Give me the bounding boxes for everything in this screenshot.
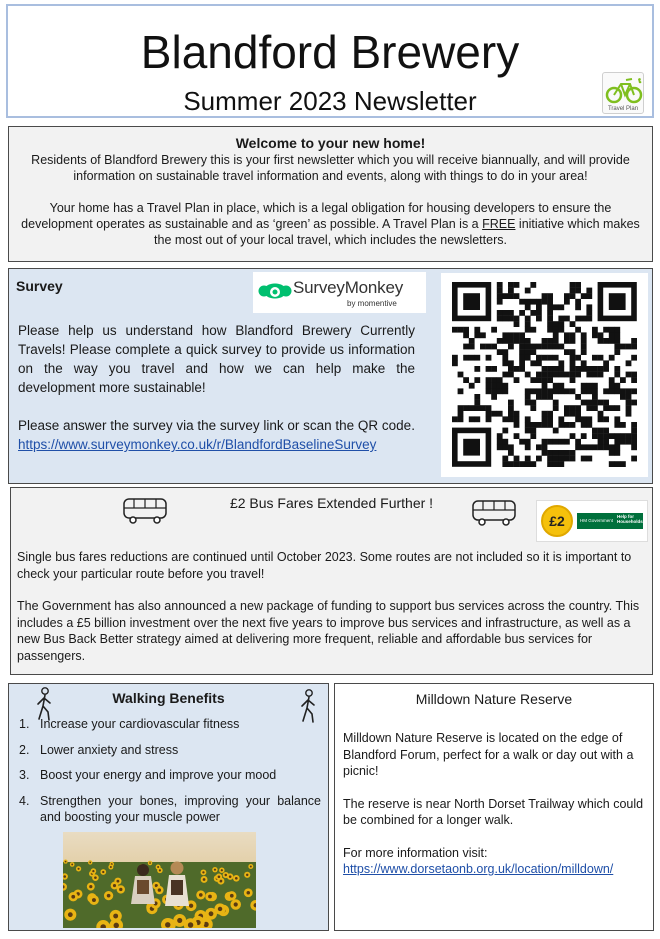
list-item xyxy=(19,767,321,783)
welcome-paragraph-2 xyxy=(9,200,652,248)
survey-qr-code[interactable] xyxy=(441,273,648,477)
welcome-paragraph-2-start: Your home has a Travel Plan in place, which is a legal obligation for housing developers to ensure the development operates as sustainable and as ‘green’ as possible. A Travel Plan is a xyxy=(21,201,612,231)
travel-plan-logo xyxy=(602,72,644,114)
welcome-heading: Welcome to your new home! xyxy=(235,135,426,151)
page-title: Blandford Brewery xyxy=(140,26,520,78)
list-item-number: 2. xyxy=(19,742,30,757)
survey-paragraph-2-text: Please answer the survey via the survey link or scan the QR code. xyxy=(18,418,415,433)
milldown-more-info-label: For more information visit: xyxy=(343,845,488,860)
travel-plan-logo-label: Travel Plan xyxy=(607,106,639,112)
survey-paragraph-2 xyxy=(18,416,415,454)
bus-fares-body xyxy=(17,549,647,664)
milldown-nature-reserve-section xyxy=(334,683,654,931)
survey-heading: Survey xyxy=(16,278,63,294)
milldown-paragraph-1: Milldown Nature Reserve is located on the edge of Blandford Forum, perfect for a walk or day out with a picnic! xyxy=(343,731,634,778)
free-emphasis: FREE xyxy=(482,217,516,231)
milldown-paragraph-3 xyxy=(343,845,649,878)
milldown-paragraph-2: The reserve is near North Dorset Trailway which could be combined for a longer walk. xyxy=(343,796,644,827)
bus-icon xyxy=(471,499,517,527)
page-subtitle: Summer 2023 Newsletter xyxy=(183,86,477,116)
list-item xyxy=(19,716,321,732)
list-item-text: Boost your energy and improve your mood xyxy=(40,768,277,782)
list-item xyxy=(19,742,321,758)
walking-heading: Walking Benefits xyxy=(112,690,225,706)
bus-fares-heading: £2 Bus Fares Extended Further ! xyxy=(229,495,434,511)
help-label: Help for Households xyxy=(617,514,643,524)
surveymonkey-logo xyxy=(253,272,426,313)
gov-help-strip xyxy=(577,513,643,529)
milldown-body xyxy=(343,730,649,878)
walking-benefits-list xyxy=(19,716,321,834)
two-pound-coin: £2 xyxy=(541,505,573,537)
list-item xyxy=(19,793,321,825)
survey-paragraph-1: Please help us understand how Blandford Brewery Currently Travels! Please complete a quick survey to provide us information on the way you travel and how we can help make the development more sustainable! xyxy=(18,323,415,395)
newsletter-header xyxy=(6,4,654,118)
sunflower-field-illustration xyxy=(63,832,256,928)
bus-paragraph-2: The Government has also announced a new package of funding to support bus services across the country. This includes a £5 billion investment over the next five years to improve bus services and infrastructure, as well as a new Bus Back Better strategy aimed at delivering more frequent, reliable and affordable bus services for passengers. xyxy=(17,599,640,663)
walking-benefits-section xyxy=(8,683,329,931)
list-item-number: 1. xyxy=(19,717,30,731)
two-pound-fare-badge xyxy=(536,500,648,542)
gov-label: HM Government xyxy=(580,518,614,523)
survey-link[interactable]: https://www.surveymonkey.co.uk/r/BlandfordBaselineSurvey xyxy=(18,437,377,452)
surveymonkey-icon xyxy=(258,279,292,303)
milldown-heading: Milldown Nature Reserve xyxy=(415,691,573,707)
list-item-number: 4. xyxy=(19,793,30,808)
list-item-text: Lower anxiety and stress xyxy=(40,742,179,757)
survey-section xyxy=(8,268,653,484)
survey-body xyxy=(18,321,415,454)
list-item-text: Increase your cardiovascular fitness xyxy=(40,717,240,731)
bicycle-icon xyxy=(604,75,644,107)
welcome-section xyxy=(8,126,653,262)
surveymonkey-brand: SurveyMonkey xyxy=(293,278,404,297)
bus-paragraph-1: Single bus fares reductions are continued until October 2023. Some routes are not included so it is important to check your particular route before you travel! xyxy=(17,550,632,581)
surveymonkey-byline: by momentive xyxy=(347,299,397,308)
welcome-paragraph-2-end: initiative which makes the most out of your local travel, which includes the newsletters. xyxy=(154,217,640,247)
milldown-link[interactable]: https://www.dorsetaonb.org.uk/location/milldown/ xyxy=(343,862,614,876)
welcome-paragraph-1: Residents of Blandford Brewery this is your first newsletter which you will receive biannually, and will provide information on sustainable travel information and events, along with things to do in your area! xyxy=(31,153,630,183)
list-item-number: 3. xyxy=(19,768,30,782)
list-item-text: Strengthen your bones, improving your balance and boosting your muscle power xyxy=(40,793,321,824)
bus-fares-section xyxy=(10,487,653,675)
qr-code-icon xyxy=(441,273,648,477)
sunflower-field-photo xyxy=(63,832,256,928)
